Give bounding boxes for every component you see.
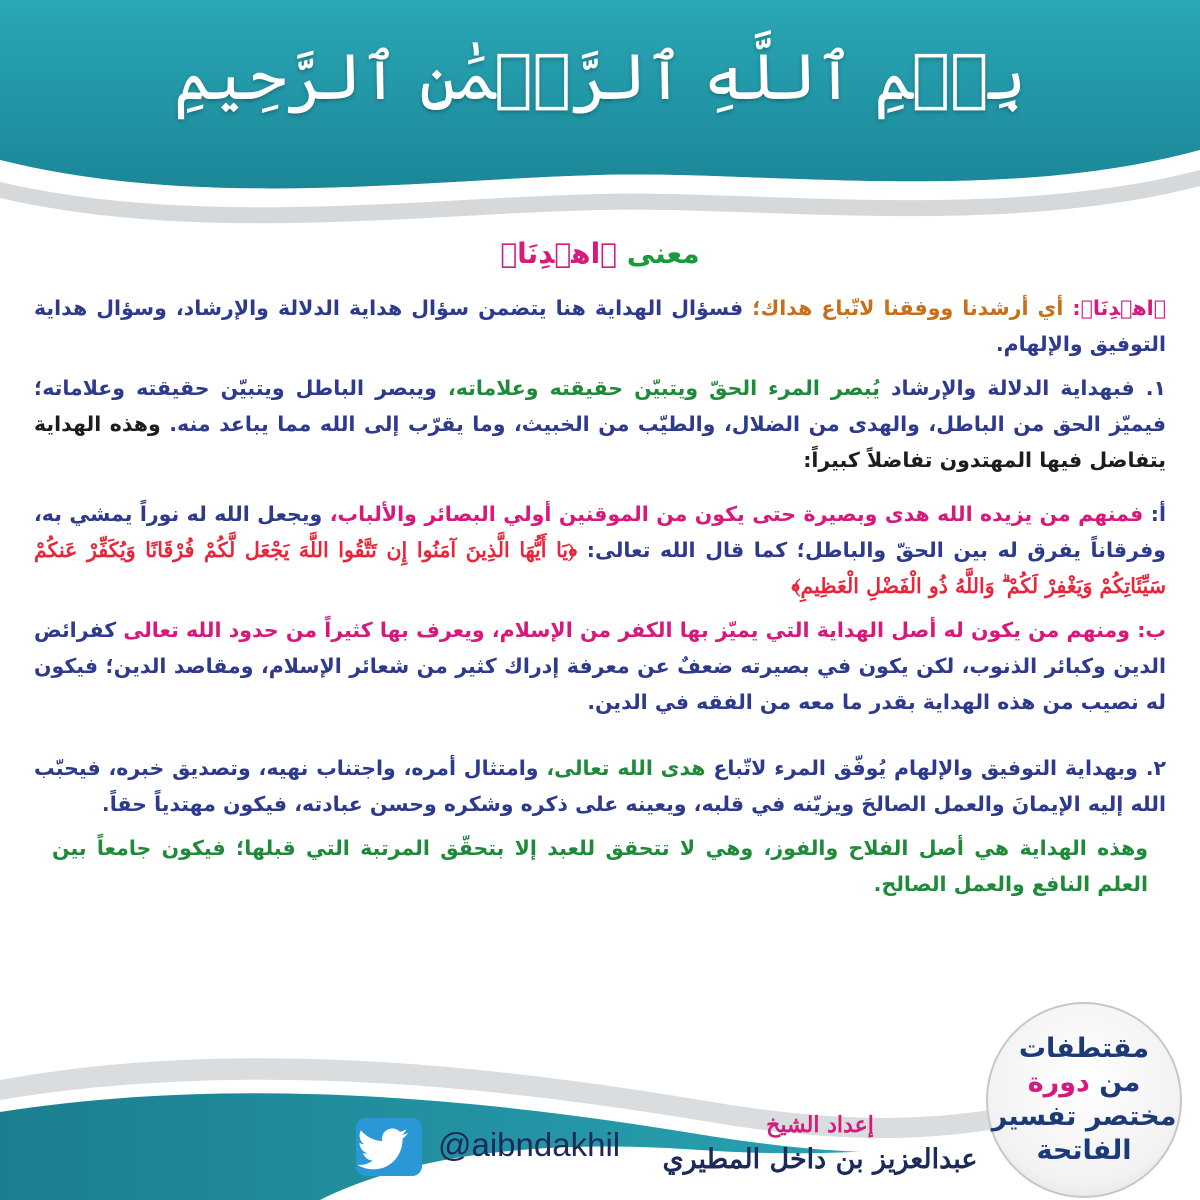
main-content bbox=[34, 232, 1166, 910]
badge-line-4: الفاتحة bbox=[1036, 1135, 1132, 1166]
author-label: إعداد الشيخ bbox=[766, 1112, 874, 1138]
point-1-rest: ويبصر الباطل ويتبيّن حقيقته وعلاماته؛ فيميّز الحق من الباطل، والهدى من الضلال، والطيّب من الخبيث، وما يقرّب إلى الله مما يباعد منه. bbox=[34, 376, 1166, 436]
badge-line-1: مقتطفات bbox=[1018, 1033, 1150, 1064]
spacer bbox=[34, 486, 1166, 496]
point-a-label: أ: bbox=[1150, 502, 1166, 526]
point-b-blue: كفرائض الدين وكبائر الذنوب، لكن يكون في بصيرته ضعفٌ عن معرفة إدراك كثير من شعائر الإسلام، ومقاصد الدين؛ فيكون له نصيب من هذه الهداية بقدر ما معه من الفقه في الدين. bbox=[34, 618, 1166, 714]
point-a-pink: فمنهم من يزيده الله هدى وبصيرة حتى يكون من الموقنين أولي البصائر والألباب، bbox=[329, 502, 1144, 526]
intro-term: ﴿اهۡدِنَا﴾: bbox=[1072, 296, 1167, 320]
spacer bbox=[34, 728, 1166, 750]
point-b-paragraph bbox=[34, 612, 1166, 720]
point-2-start: وبهداية التوفيق والإلهام يُوفّق المرء لاتّباع bbox=[713, 756, 1138, 780]
intro-rest: فسؤال الهداية هنا يتضمن سؤال هداية الدلالة والإرشاد، وسؤال هداية التوفيق والإلهام. bbox=[34, 296, 1166, 356]
point-b-label: ب: bbox=[1137, 618, 1166, 642]
quran-verse: ﴿يَا أَيُّهَا الَّذِينَ آمَنُوا إِن تَتَّقُوا اللَّهَ يَجْعَل لَّكُمْ فُرْقَانًا وَيُكَفِّرْ عَنكُمْ سَيِّئَاتِكُمْ وَيَغْفِرْ لَكُمْ ۗ وَاللَّهُ ذُو الْفَضْلِ الْعَظِيمِ﴾ bbox=[34, 538, 1166, 598]
page-heading bbox=[34, 232, 1166, 276]
point-1-paragraph bbox=[34, 370, 1166, 478]
point-1-number: ١. bbox=[1145, 376, 1166, 400]
badge-line-2b: دورة bbox=[1027, 1067, 1090, 1098]
point-b-pink: ومنهم من يكون له أصل الهداية التي يميّز بها الكفر من الإسلام، ويعرف بها كثيراً من حدود الله تعالى bbox=[123, 618, 1130, 642]
author-name: عبدالعزيز بن داخل المطيري bbox=[662, 1144, 978, 1175]
badge-line-3: مختصر تفسير bbox=[991, 1101, 1177, 1132]
point-2-paragraph bbox=[34, 750, 1166, 822]
author-block bbox=[660, 1110, 980, 1180]
course-badge bbox=[986, 1002, 1182, 1198]
intro-gloss: أي أرشدنا ووفقنا لاتّباع هداك؛ bbox=[752, 296, 1064, 320]
point-2-green: هدى الله تعالى، bbox=[546, 756, 706, 780]
twitter-bird-icon[interactable] bbox=[356, 1118, 422, 1176]
point-2-rest: وامتثال أمره، واجتناب نهيه، وتصديق خبره، فيحبّب الله إليه الإيمانَ والعمل الصالحَ ويزيّنه في قلبه، ويعينه على ذكره وشكره وحسن عبادته، فيكون مهتدياً حقاً. bbox=[34, 756, 1166, 816]
closing-paragraph: وهذه الهداية هي أصل الفلاح والفوز، وهي لا تتحقق للعبد إلا بتحقّق المرتبة التي قبلها؛ فيكون جامعاً بين العلم النافع والعمل الصالح. bbox=[52, 836, 1148, 896]
point-1-start: فبهداية الدلالة والإرشاد bbox=[891, 376, 1135, 400]
point-1-green: يُبصر المرء الحقّ ويتبيّن حقيقته وعلاماته، bbox=[447, 376, 880, 400]
badge-line-2 bbox=[1028, 1066, 1141, 1100]
badge-line-2a: من bbox=[1099, 1067, 1141, 1098]
heading-ihdina: ﴿اهۡدِنَا﴾ bbox=[500, 237, 617, 270]
point-a-blue: ويجعل الله له نوراً يمشي به، وفرقاناً يفرق له بين الحقّ والباطل؛ كما قال الله تعالى: bbox=[34, 502, 1166, 562]
point-a-paragraph bbox=[34, 496, 1166, 604]
heading-meaning: معنى bbox=[626, 237, 700, 270]
point-1-tail: وهذه الهداية يتفاضل فيها المهتدون تفاضلاً كبيراً: bbox=[34, 412, 1166, 472]
twitter-handle[interactable]: @aibndakhil bbox=[438, 1126, 621, 1163]
intro-paragraph bbox=[34, 290, 1166, 362]
basmala-title: بِسۡمِ ٱللَّهِ ٱلرَّحۡمَٰنِ ٱلرَّحِيمِ bbox=[173, 41, 1027, 115]
point-2-number: ٢. bbox=[1145, 756, 1166, 780]
